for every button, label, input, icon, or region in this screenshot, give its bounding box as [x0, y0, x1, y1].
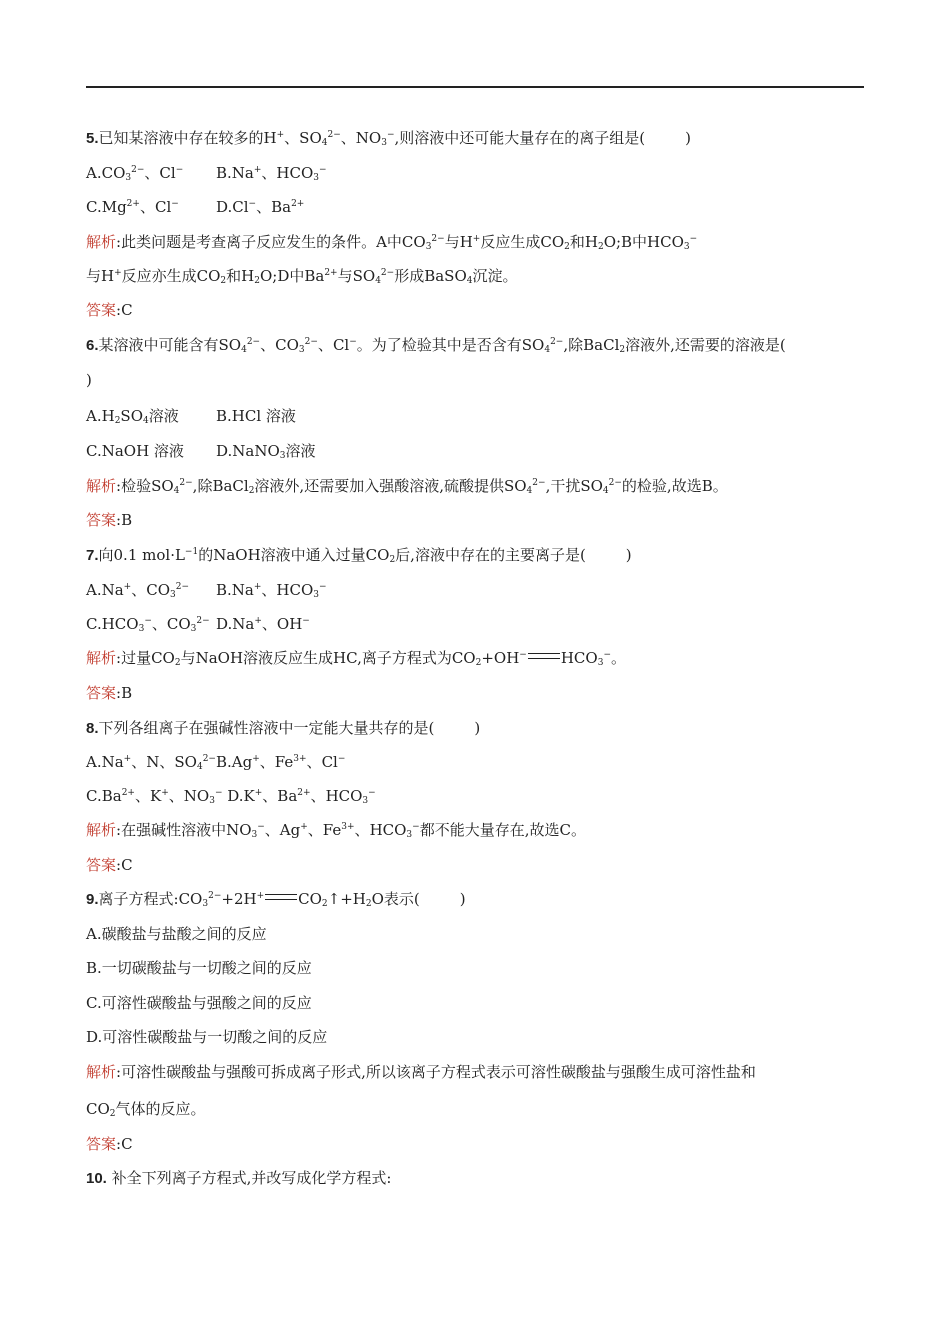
q7-stem: 7.向0.1 $mol\cdot L^{-1}$的NaOH溶液中通入过量$CO_2$后,溶液中存在的主要离子是( ) — [86, 546, 632, 565]
q6-options-row1: $A.H_2SO_4$溶液 B.HCl 溶液 — [86, 407, 296, 426]
q8-stem: 8.下列各组离子在强碱性溶液中一定能大量共存的是( ) — [86, 719, 481, 737]
q7-answer: 答案:B — [86, 684, 133, 702]
q10-stem: 10. 补全下列离子方程式,并改写成化学方程式: — [86, 1169, 392, 1187]
q6-stem: 6.某溶液中可能含有$SO_4^{2-}$、$CO_3^{2-}$、Cl−。为了检验其中是否含有$SO_4^{2-}$,除BaCl$_2$溶液外,还需要的溶液是( — [86, 336, 786, 355]
q8-options-row1: A.Na+、N、$SO_4^{2-}$ B.Ag+、$Fe^{3+}$、Cl− — [86, 753, 346, 772]
q5-analysis-2: 与H+反应亦生成$CO_2$和$H_2O;D$中$Ba^{2+}$与$SO_4^{2-}$形成BaSO$_4$沉淀。 — [86, 267, 518, 286]
equals-sign — [528, 653, 560, 659]
q8-analysis: 解析:在强碱性溶液中$NO_3^-$、Ag+、$Fe^{3+}$、$HCO_3^-$都不能大量存在,故选C。 — [86, 821, 586, 840]
q5-answer: 答案:C — [86, 301, 133, 319]
q8-options-row2: $C.Ba^{2+}$、K+、$NO_3^-$ D.K+、$Ba^{2+}$、$HCO_3^-$ — [86, 787, 376, 806]
equals-sign — [265, 894, 297, 900]
q5-options-row1: $A.CO_3^{2-}$、Cl− B.Na+、$HCO_3^-$ — [86, 164, 327, 183]
q9-answer: 答案:C — [86, 1135, 133, 1153]
q6-options-row2: C.NaOH 溶液 D.NaNO$_3$溶液 — [86, 442, 316, 461]
q7-analysis: 解析:过量$CO_2$与NaOH溶液反应生成HC,离子方程式为$CO_2+OH^-$ $HCO_3^-$。 — [86, 649, 626, 668]
q9-option-a: A.碳酸盐与盐酸之间的反应 — [86, 925, 267, 943]
q9-option-d: D.可溶性碳酸盐与一切酸之间的反应 — [86, 1028, 328, 1046]
q9-stem: 9.离子方程式$:CO_3^{2-}+2H^+$ $CO_2↑+H_2O$表示( ) — [86, 890, 466, 909]
q6-analysis: 解析:检验$SO_4^{2-}$,除BaCl$_2$溶液外,还需要加入强酸溶液,硫酸提供$SO_4^{2-}$,干扰$SO_4^{2-}$的检验,故选B。 — [86, 477, 728, 496]
q6-paren-close: ) — [86, 371, 92, 389]
q9-analysis-1: 解析:可溶性碳酸盐与强酸可拆成离子形式,所以该离子方程式表示可溶性碳酸盐与强酸生成可溶性盐和 — [86, 1063, 756, 1081]
q7-options-row1: A.Na+、$CO_3^{2-}$ B.Na+、$HCO_3^-$ — [86, 581, 327, 600]
q9-option-b: B.一切碳酸盐与一切酸之间的反应 — [86, 959, 312, 977]
q7-options-row2: $C.HCO_3^-$、$CO_3^{2-}$ D.Na+、OH− — [86, 615, 310, 634]
q9-option-c: C.可溶性碳酸盐与强酸之间的反应 — [86, 994, 312, 1012]
header-rule — [86, 86, 864, 88]
q5-analysis-1: 解析:此类问题是考查离子反应发生的条件。A中$CO_3^{2-}$与H+反应生成$CO_2$和$H_2O;B$中$HCO_3^-$ — [86, 233, 698, 252]
q8-answer: 答案:C — [86, 856, 133, 874]
q5-stem: 5.已知某溶液中存在较多的H+、$SO_4^{2-}$、$NO_3^-$,则溶液中还可能大量存在的离子组是( ) — [86, 129, 691, 148]
q5-options-row2: $C.Mg^{2+}$、Cl− D.Cl−、$Ba^{2+}$ — [86, 198, 305, 216]
q6-answer: 答案:B — [86, 511, 133, 529]
q9-analysis-2: $CO_2$气体的反应。 — [86, 1100, 206, 1119]
